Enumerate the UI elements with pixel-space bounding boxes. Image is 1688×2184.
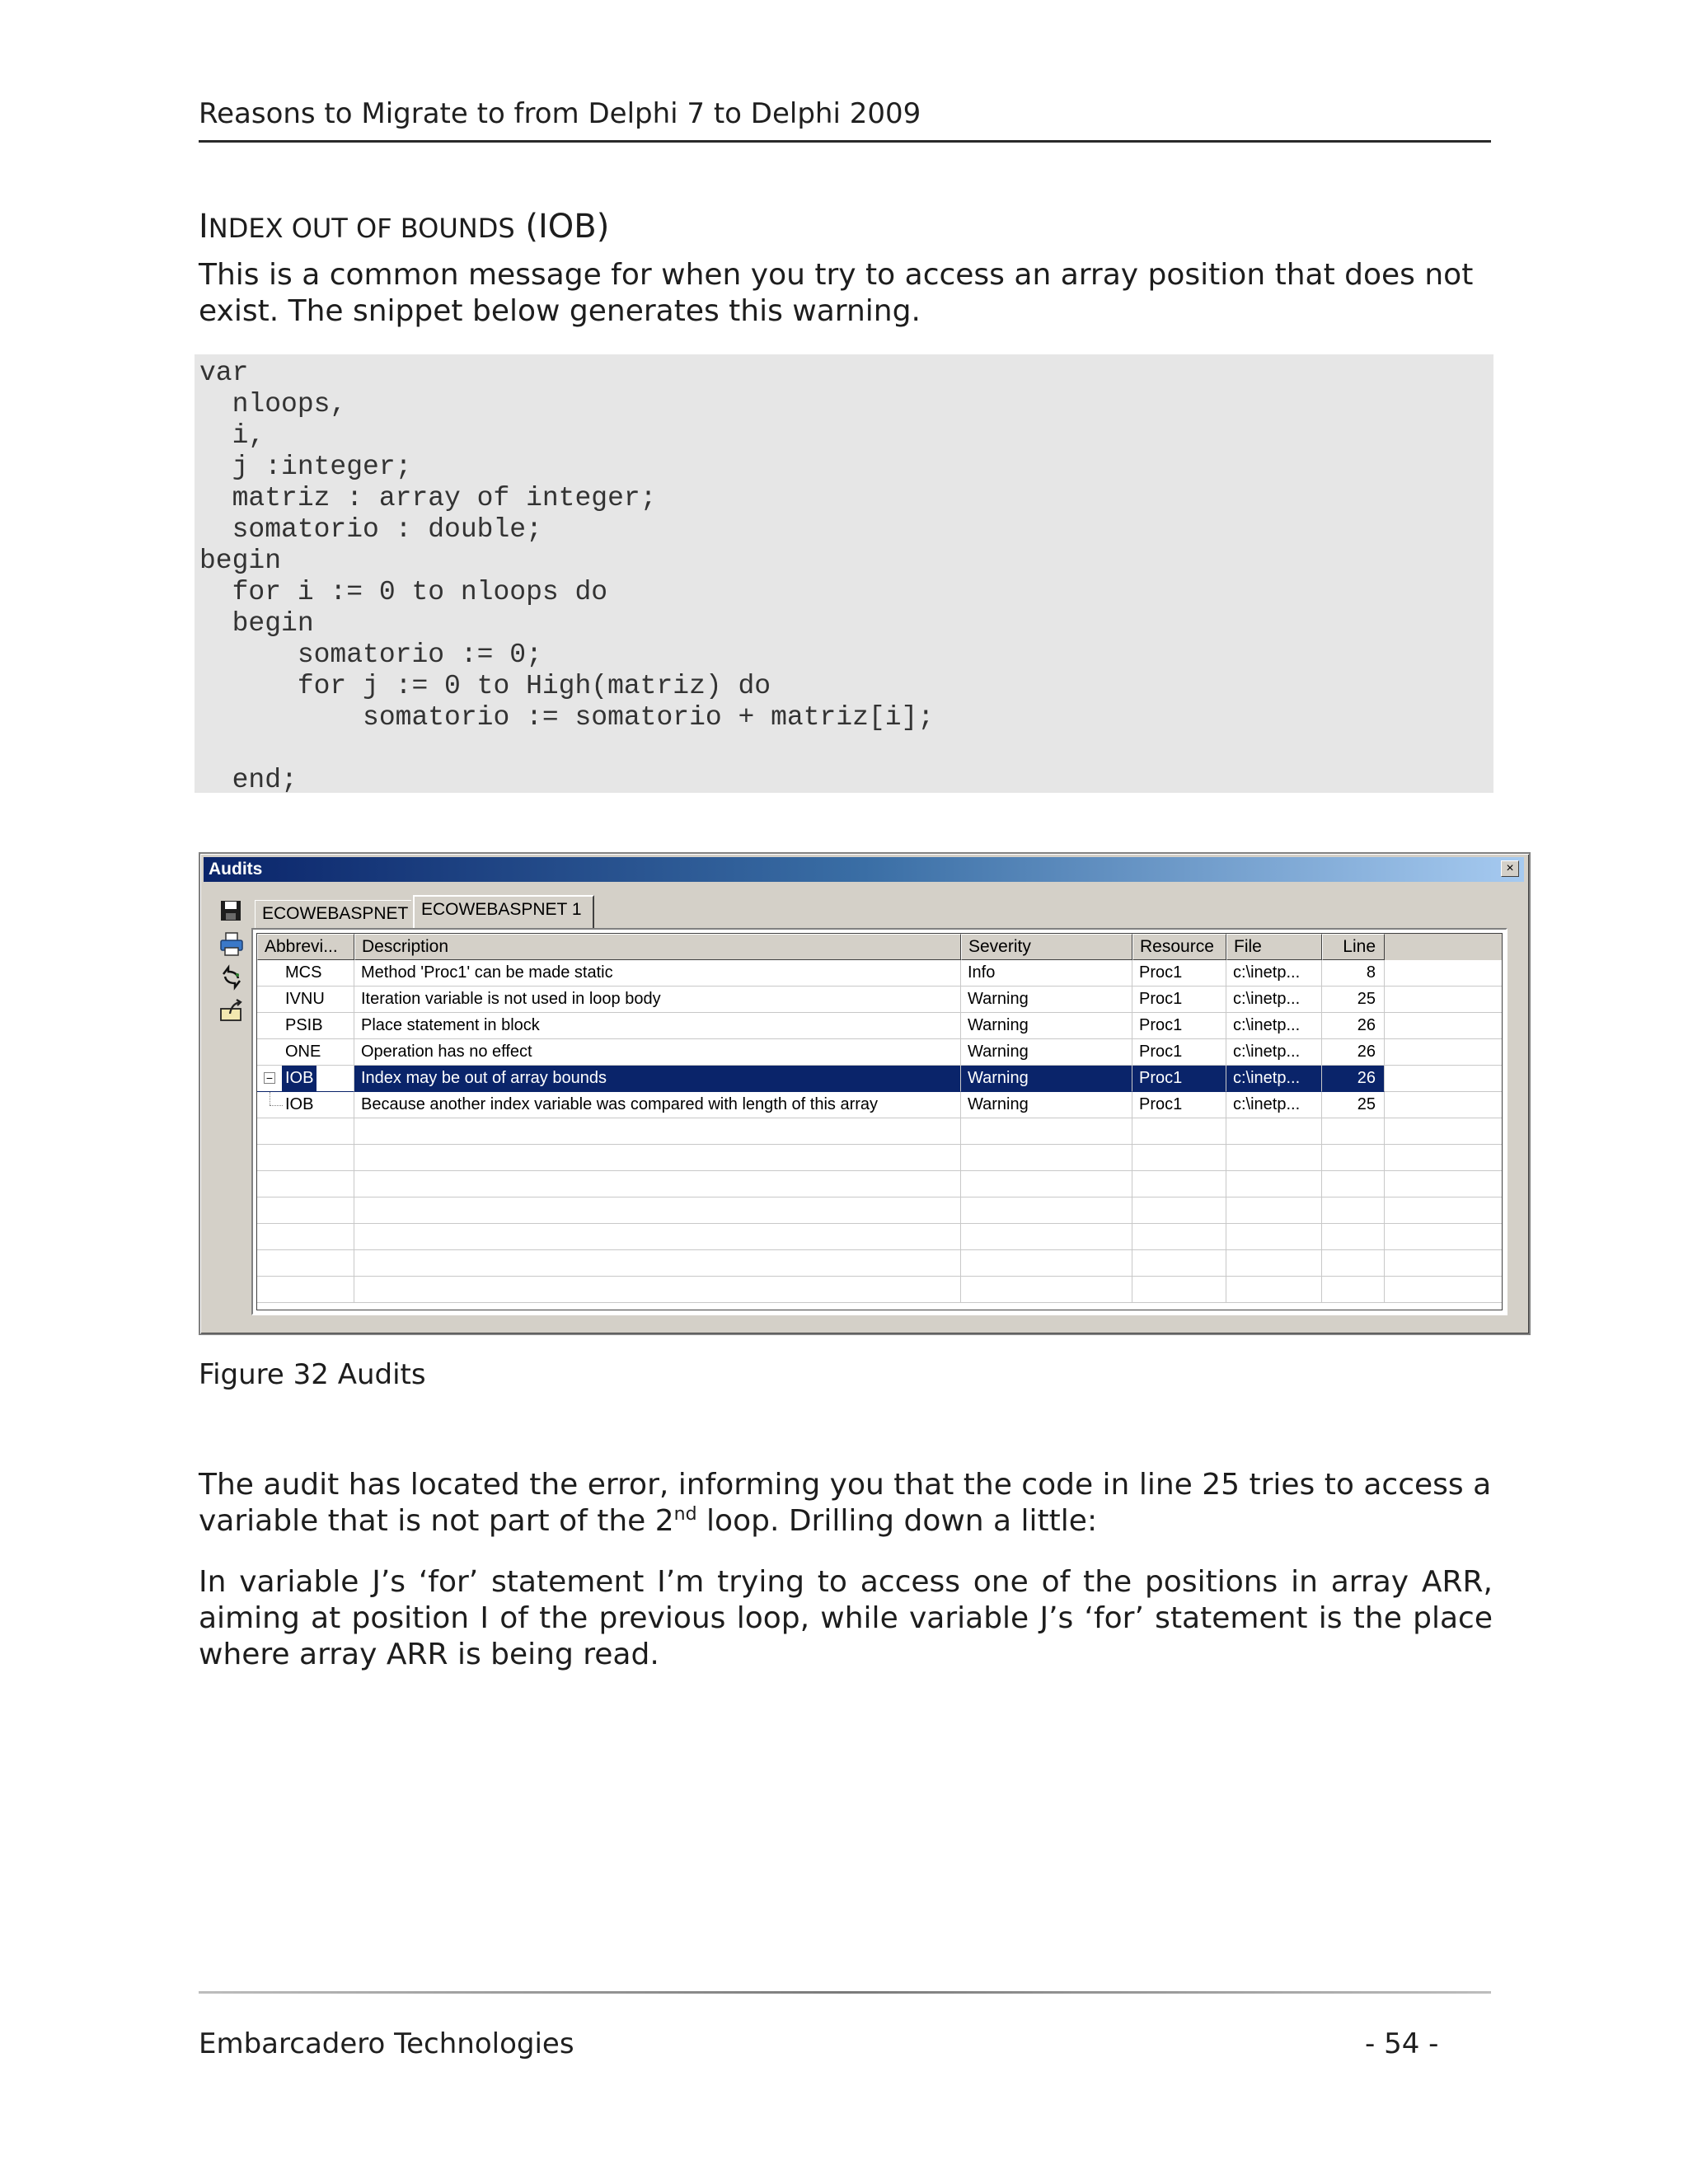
export-icon[interactable] bbox=[218, 997, 246, 1025]
para1-text-end: loop. Drilling down a little: bbox=[696, 1504, 1098, 1538]
section-heading bbox=[199, 208, 609, 246]
cell-description: Because another index variable was compared with length of this array bbox=[354, 1092, 961, 1118]
cell-severity: Warning bbox=[961, 1066, 1132, 1092]
cell-resource: Proc1 bbox=[1132, 960, 1226, 987]
footer-company: Embarcadero Technologies bbox=[199, 2027, 574, 2060]
cell-abbreviation: ONE bbox=[257, 1039, 354, 1066]
intro-paragraph: This is a common message for when you try to access an array position that does not exist. The snippet below generates this warning. bbox=[199, 258, 1474, 328]
cell-abbreviation-text: IOB bbox=[285, 1095, 314, 1113]
cell-filler bbox=[1385, 1013, 1503, 1039]
cell-filler bbox=[1385, 1039, 1503, 1066]
column-header-resource[interactable]: Resource bbox=[1132, 934, 1226, 960]
cell-file: c:\inetp... bbox=[1226, 987, 1322, 1013]
table-row[interactable] bbox=[257, 1013, 1502, 1039]
column-header-abbreviation[interactable]: Abbrevi... bbox=[257, 934, 354, 960]
cell-line: 8 bbox=[1322, 960, 1385, 987]
cell-file: c:\inetp... bbox=[1226, 960, 1322, 987]
cell-line: 25 bbox=[1322, 1092, 1385, 1118]
cell-abbreviation: PSIB bbox=[257, 1013, 354, 1039]
table-row-selected[interactable] bbox=[257, 1066, 1502, 1092]
audits-title-bar[interactable] bbox=[204, 857, 1524, 882]
cell-line: 26 bbox=[1322, 1066, 1385, 1092]
cell-description: Operation has no effect bbox=[354, 1039, 961, 1066]
audit-grid bbox=[251, 928, 1507, 1315]
cell-description: Place statement in block bbox=[354, 1013, 961, 1039]
empty-row bbox=[257, 1145, 1502, 1171]
cell-line: 26 bbox=[1322, 1039, 1385, 1066]
cell-abbreviation: IOB bbox=[282, 1066, 316, 1091]
cell-abbreviation: IVNU bbox=[257, 987, 354, 1013]
table-row[interactable] bbox=[257, 987, 1502, 1013]
cell-description: Iteration variable is not used in loop body bbox=[354, 987, 961, 1013]
cell-line: 26 bbox=[1322, 1013, 1385, 1039]
empty-row bbox=[257, 1250, 1502, 1277]
cell-filler bbox=[1385, 987, 1503, 1013]
cell-description: Index may be out of array bounds bbox=[354, 1066, 961, 1092]
save-icon[interactable] bbox=[218, 898, 246, 926]
cell-abbreviation: MCS bbox=[257, 960, 354, 987]
audit-grid-body bbox=[256, 933, 1503, 1310]
empty-row bbox=[257, 1118, 1502, 1145]
footer-page-number: - 54 - bbox=[1365, 2027, 1439, 2060]
refresh-icon[interactable] bbox=[218, 964, 246, 992]
figure-caption: Figure 32 Audits bbox=[199, 1358, 426, 1391]
cell-severity: Warning bbox=[961, 1013, 1132, 1039]
close-button[interactable]: × bbox=[1501, 860, 1519, 877]
tab-ecowebaspnet[interactable]: ECOWEBASPNET bbox=[255, 900, 411, 928]
code-text: var nloops, i, j :integer; matriz : array of integer; somatorio : double; begin for i := 0 to nloops do begin somatorio := 0; for j := 0 to High(matriz) do somatorio := somatorio + matriz[i]; end; bbox=[199, 358, 935, 795]
table-row[interactable] bbox=[257, 960, 1502, 987]
audits-title: Audits bbox=[209, 860, 263, 879]
body-paragraph-1 bbox=[199, 1467, 1493, 1540]
cell-line: 25 bbox=[1322, 987, 1385, 1013]
cell-file: c:\inetp... bbox=[1226, 1039, 1322, 1066]
audits-window bbox=[199, 852, 1531, 1335]
empty-row bbox=[257, 1197, 1502, 1224]
empty-row bbox=[257, 1224, 1502, 1250]
cell-file: c:\inetp... bbox=[1226, 1013, 1322, 1039]
cell-abbreviation bbox=[257, 1092, 354, 1118]
empty-row bbox=[257, 1277, 1502, 1303]
header-rule bbox=[199, 140, 1491, 143]
body-paragraph-2: In variable J’s ‘for’ statement I’m trying to access one of the positions in array ARR, aiming at position I of the previous loop, while variable J’s ‘for’ statement is the place where array ARR is being read. bbox=[199, 1565, 1493, 1671]
empty-row bbox=[257, 1171, 1502, 1197]
cell-resource: Proc1 bbox=[1132, 1092, 1226, 1118]
column-header-file[interactable]: File bbox=[1226, 934, 1322, 960]
cell-severity: Warning bbox=[961, 1092, 1132, 1118]
table-row[interactable] bbox=[257, 1092, 1502, 1118]
section-heading-abbr: (IOB) bbox=[525, 208, 610, 246]
cell-resource: Proc1 bbox=[1132, 1066, 1226, 1092]
cell-resource: Proc1 bbox=[1132, 1039, 1226, 1066]
para1-superscript: nd bbox=[673, 1504, 697, 1525]
print-icon[interactable] bbox=[218, 931, 246, 959]
para1-text: The audit has located the error, informing you that the code in line 25 tries to access a variable that is not part of the 2 bbox=[199, 1468, 1492, 1538]
section-heading-smallcaps: NDEX OUT OF BOUNDS bbox=[208, 213, 515, 244]
collapse-icon[interactable]: − bbox=[264, 1072, 275, 1084]
cell-filler bbox=[1385, 960, 1503, 987]
cell-file: c:\inetp... bbox=[1226, 1092, 1322, 1118]
column-header-filler bbox=[1385, 934, 1503, 960]
cell-filler bbox=[1385, 1066, 1503, 1092]
section-heading-initial: I bbox=[199, 208, 209, 246]
code-snippet bbox=[195, 354, 1493, 793]
cell-resource: Proc1 bbox=[1132, 1013, 1226, 1039]
column-header-description[interactable]: Description bbox=[354, 934, 961, 960]
page-header-title: Reasons to Migrate to from Delphi 7 to Delphi 2009 bbox=[199, 97, 921, 130]
footer-rule bbox=[199, 1991, 1491, 1994]
cell-filler bbox=[1385, 1092, 1503, 1118]
cell-severity: Warning bbox=[961, 987, 1132, 1013]
cell-resource: Proc1 bbox=[1132, 987, 1226, 1013]
cell-description: Method 'Proc1' can be made static bbox=[354, 960, 961, 987]
column-header-severity[interactable]: Severity bbox=[961, 934, 1132, 960]
table-row[interactable] bbox=[257, 1039, 1502, 1066]
cell-file: c:\inetp... bbox=[1226, 1066, 1322, 1092]
audit-grid-header bbox=[257, 934, 1502, 960]
cell-severity: Info bbox=[961, 960, 1132, 987]
cell-abbreviation-tree bbox=[257, 1066, 354, 1092]
tab-ecowebaspnet-1[interactable]: ECOWEBASPNET 1 bbox=[413, 895, 594, 928]
cell-severity: Warning bbox=[961, 1039, 1132, 1066]
column-header-line[interactable]: Line bbox=[1322, 934, 1385, 960]
tree-connector bbox=[270, 1105, 283, 1106]
